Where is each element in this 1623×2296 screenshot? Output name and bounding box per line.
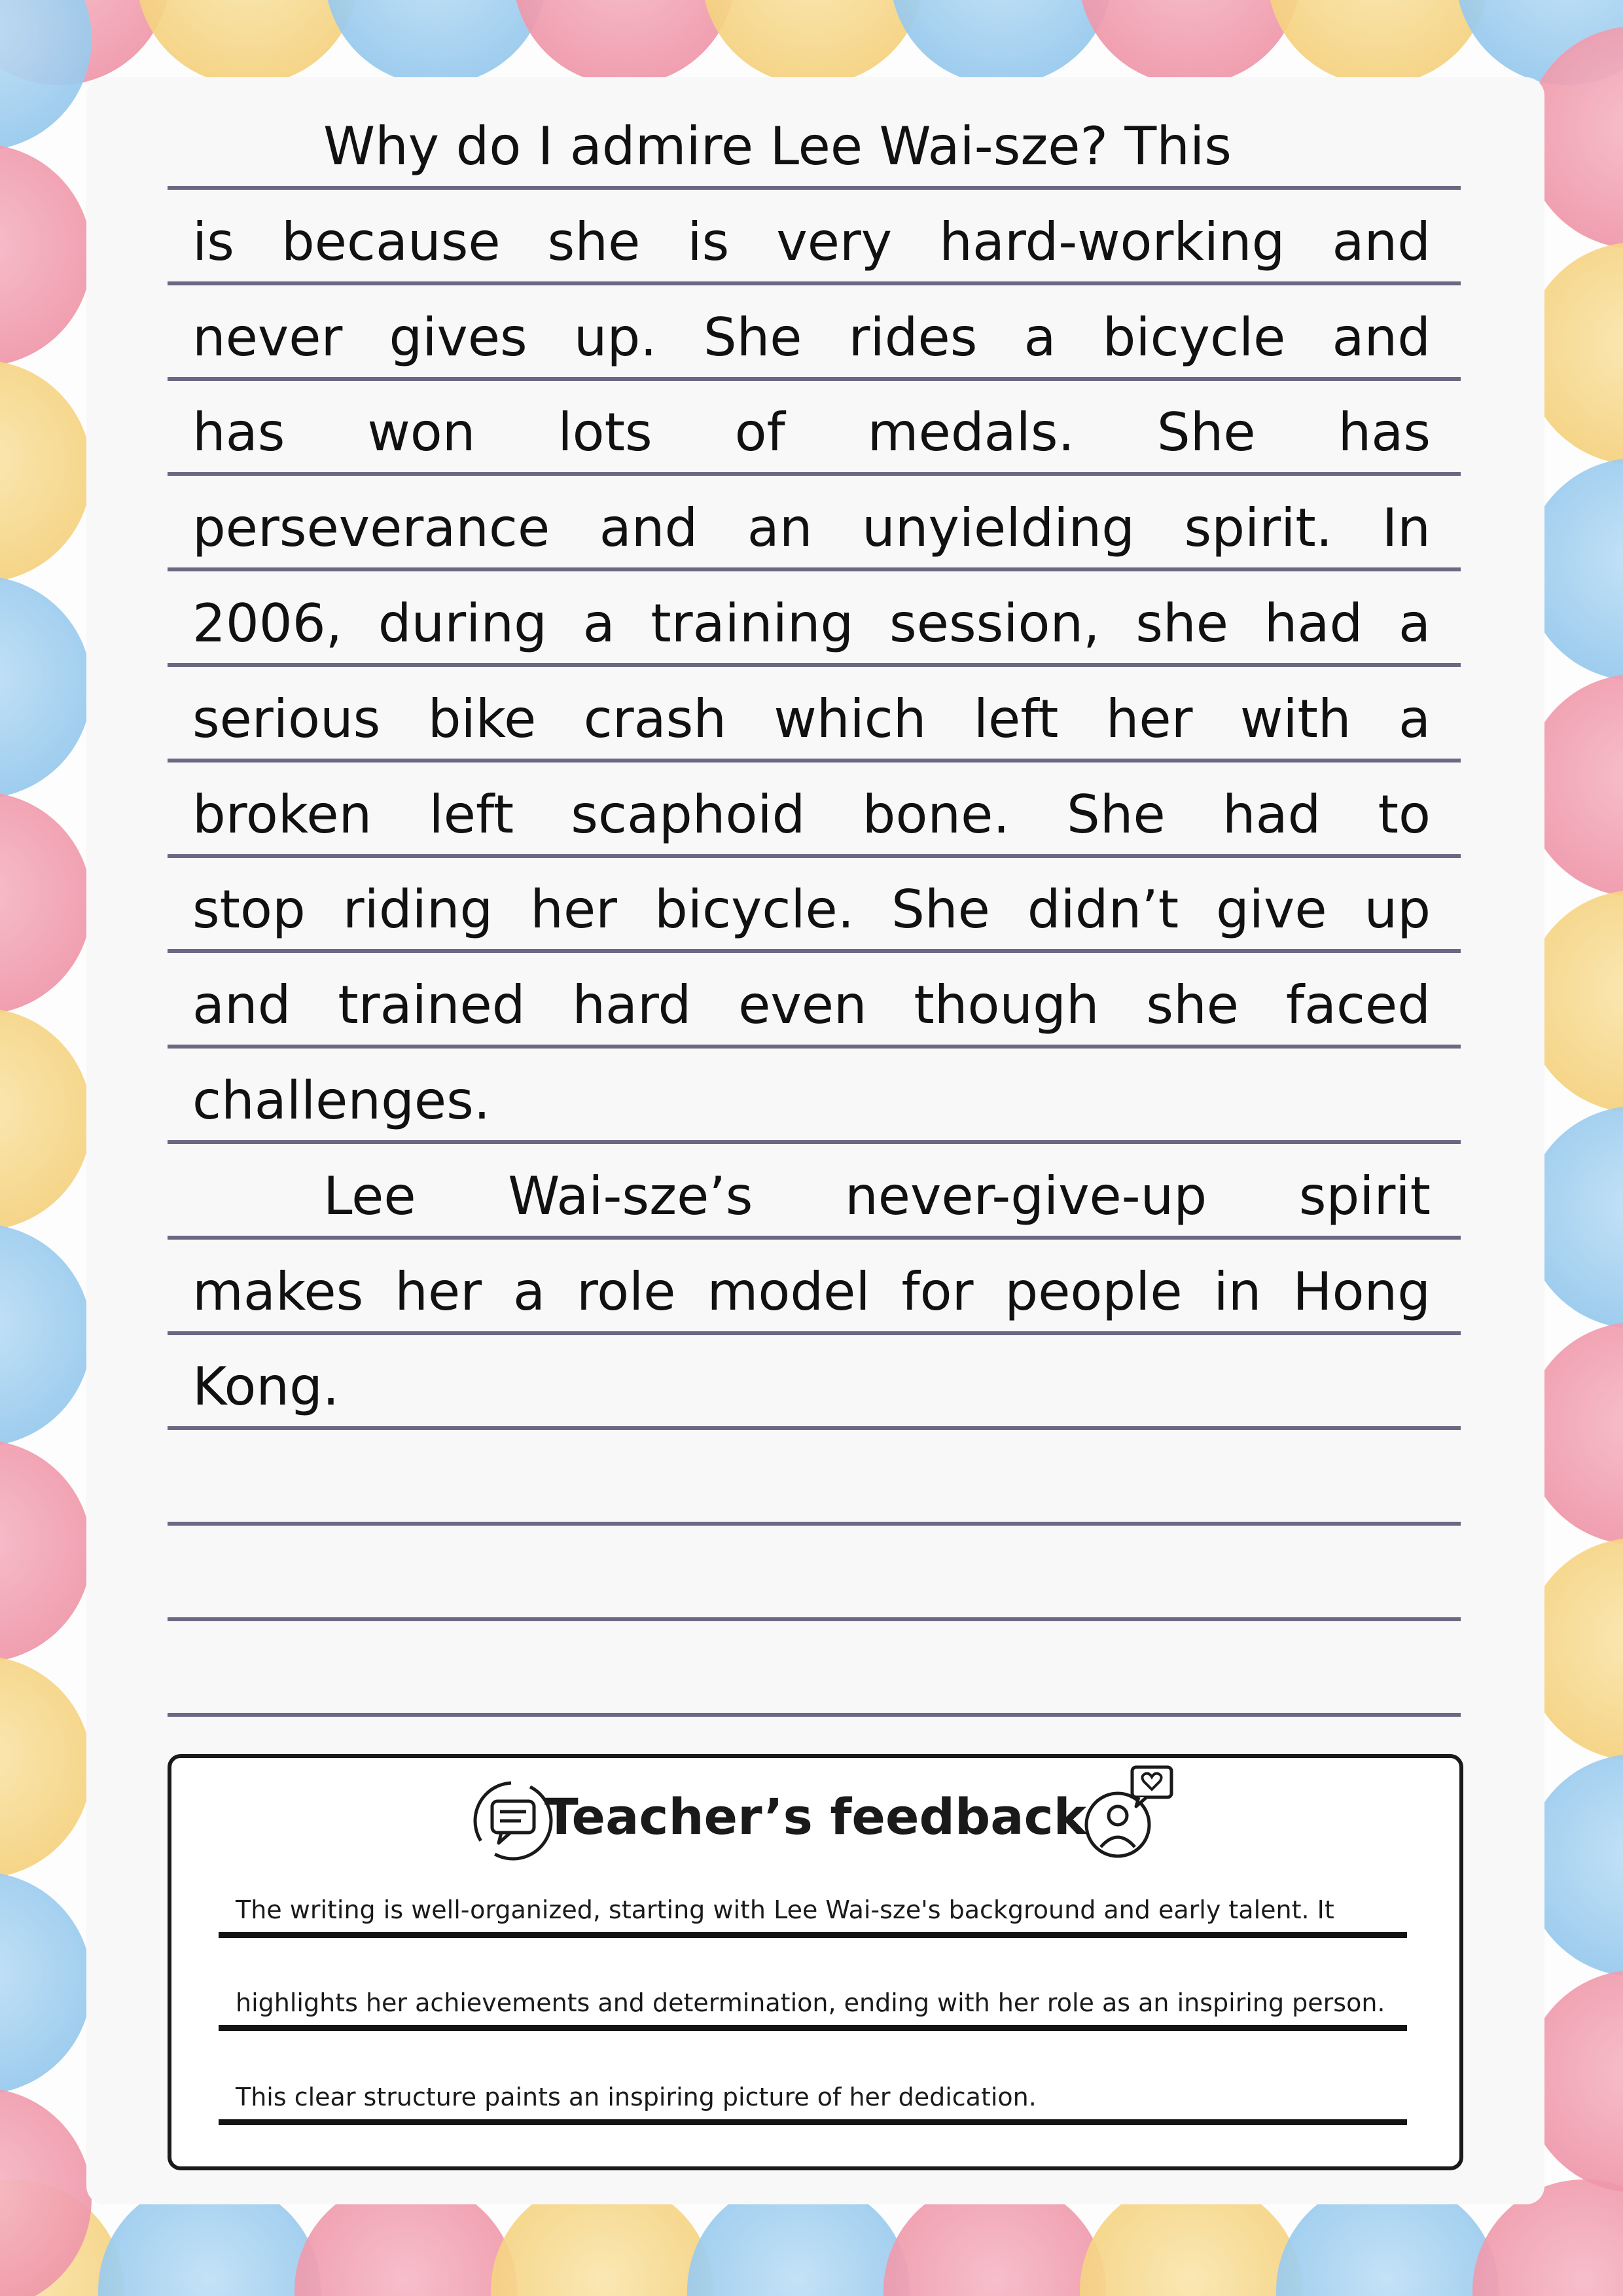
- ruled-line: [168, 1426, 1461, 1430]
- essay-line: is because she is very hard-working and: [192, 211, 1431, 272]
- essay-line: stop riding her bicycle. She didn’t give up: [192, 879, 1431, 941]
- ruled-line: [168, 1617, 1461, 1621]
- border-dot: [0, 1224, 92, 1446]
- feedback-line: The writing is well-organized, starting with Lee Wai-sze's background and early talent. It: [236, 1895, 1334, 1924]
- essay-line: challenges.: [192, 1070, 491, 1131]
- border-dot: [890, 0, 1113, 85]
- border-dot: [136, 0, 359, 85]
- ruled-line: [168, 759, 1461, 762]
- essay-line: perseverance and an unyielding spirit. In: [192, 497, 1431, 559]
- feedback-rule: [219, 2119, 1407, 2125]
- essay-line: Lee Wai-sze’s never-give-up spirit: [323, 1165, 1431, 1227]
- border-dot: [325, 0, 547, 85]
- ruled-line: [168, 472, 1461, 476]
- essay-line: makes her a role model for people in Hong: [192, 1261, 1431, 1322]
- essay-line: and trained hard even though she faced: [192, 975, 1431, 1036]
- ruled-line: [168, 663, 1461, 667]
- chat-bubble-icon: [470, 1778, 556, 1864]
- ruled-line: [168, 1522, 1461, 1526]
- feedback-rule: [219, 1932, 1407, 1938]
- essay-line: Kong.: [192, 1356, 340, 1418]
- border-dot: [0, 360, 92, 583]
- ruled-line: [168, 949, 1461, 953]
- essay-line: has won lots of medals. She has: [192, 402, 1431, 463]
- ruled-line: [168, 377, 1461, 381]
- border-dot: [1267, 0, 1489, 85]
- feedback-line: This clear structure paints an inspiring picture of her dedication.: [236, 2083, 1037, 2111]
- border-dot: [0, 1440, 92, 1662]
- ruled-line: [168, 1140, 1461, 1144]
- ruled-line: [168, 1713, 1461, 1717]
- essay-line: serious bike crash which left her with a: [192, 688, 1431, 749]
- border-dot: [0, 1872, 92, 2094]
- ruled-line: [168, 567, 1461, 571]
- border-dot: [0, 576, 92, 798]
- essay-line: Why do I admire Lee Wai-sze? This: [323, 116, 1232, 177]
- essay-line: never gives up. She rides a bicycle and: [192, 306, 1431, 368]
- essay-line: broken left scaphoid bone. She had to: [192, 783, 1431, 845]
- teacher-feedback-box: [168, 1754, 1463, 2170]
- border-dot: [0, 1656, 92, 1878]
- feedback-line: highlights her achievements and determination, ending with her role as an inspiring person.: [236, 1988, 1385, 2017]
- ruled-line: [168, 1045, 1461, 1049]
- feedback-title: Teacher’s feedback: [544, 1787, 1087, 1846]
- ruled-line: [168, 281, 1461, 285]
- border-dot: [1079, 0, 1301, 85]
- border-dot: [513, 0, 736, 85]
- feedback-rule: [219, 2025, 1407, 2031]
- border-dot: [0, 1008, 92, 1230]
- essay-line: 2006, during a training session, she had a: [192, 593, 1431, 654]
- user-heart-message-icon: [1075, 1762, 1179, 1867]
- border-dot: [0, 144, 92, 367]
- ruled-line: [168, 1331, 1461, 1335]
- ruled-line: [168, 1236, 1461, 1240]
- border-dot: [0, 792, 92, 1014]
- border-dot: [702, 0, 924, 85]
- ruled-line: [168, 186, 1461, 190]
- ruled-line: [168, 854, 1461, 858]
- border-dot: [0, 0, 92, 151]
